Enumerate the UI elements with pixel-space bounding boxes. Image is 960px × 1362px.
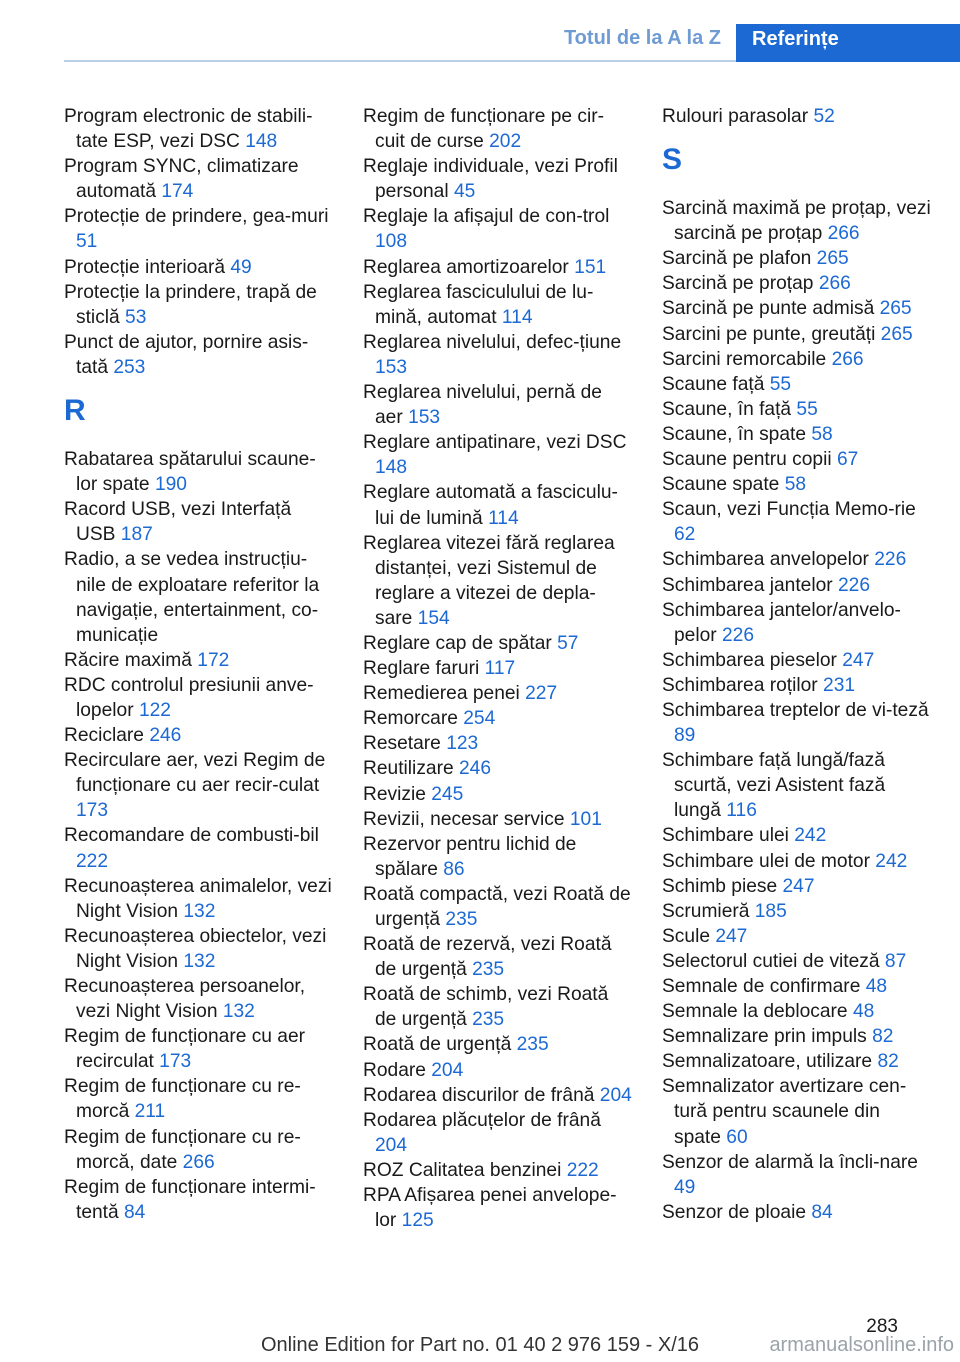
page-reference-link[interactable]: 235 [472,1009,505,1031]
page-reference-link[interactable]: 204 [375,1134,408,1156]
page-reference-link[interactable]: 235 [472,959,505,981]
page-reference-link[interactable]: 84 [811,1201,833,1223]
page-reference-link[interactable]: 242 [875,850,908,872]
index-entry [64,874,334,924]
page-reference-link[interactable]: 114 [501,306,533,328]
index-entry [662,347,932,372]
index-entry [662,322,932,347]
index-entry-text: Semnalizare prin impuls [662,1026,873,1048]
page-reference-link[interactable]: 55 [769,373,792,395]
page-reference-link[interactable]: 62 [674,524,696,546]
page-reference-link[interactable]: 266 [831,348,864,370]
page-reference-link[interactable]: 132 [183,950,216,972]
page-reference-link[interactable]: 190 [154,474,187,496]
index-entry-text: Răcire maximă [64,649,198,671]
page-reference-link[interactable]: 226 [874,549,907,571]
index-entry-text: Recunoașterea obiectelor, vezi Night Vision [64,925,327,972]
index-entry-text: Sarcină pe proțap [662,273,819,295]
index-entry-text: Schimbare ulei [662,825,795,847]
page-reference-link[interactable]: 265 [879,298,912,320]
page-reference-link[interactable]: 108 [375,231,408,253]
index-entry [662,748,932,823]
page-reference-link[interactable]: 265 [816,248,849,270]
page-reference-link[interactable]: 253 [113,356,146,378]
index-entry [64,974,334,1024]
index-entry-text: Senzor de ploaie [662,1201,812,1223]
index-entry [662,899,932,924]
index-entry-text: Schimbarea roților [662,674,824,696]
index-entry [662,547,932,572]
index-entry-text: RDC controlul presiunii anve‐lopelor [64,674,314,721]
page-reference-link[interactable]: 246 [458,758,491,780]
index-column-3 [662,104,932,1225]
page-reference-link[interactable]: 174 [161,181,194,203]
index-entry [64,447,334,497]
index-entry-text: Schimbarea anvelopelor [662,549,875,571]
index-entry [363,531,633,631]
index-entry [662,1200,932,1225]
page-reference-link[interactable]: 172 [197,649,230,671]
index-entry [363,330,633,380]
index-entry [662,497,932,547]
index-entry [662,472,932,497]
page-reference-link[interactable]: 125 [401,1210,434,1232]
page-reference-link[interactable]: 247 [782,875,815,897]
index-entry [662,648,932,673]
index-entry-text: Resetare [363,733,447,755]
page-reference-link[interactable]: 114 [488,507,519,529]
index-entry [64,1125,334,1175]
footer-edition: Online Edition for Part no. 01 40 2 976 159 - X/16 [260,1334,700,1356]
index-entry [662,422,932,447]
index-entry-text: Protecție interioară [64,256,231,278]
page-header [0,0,960,62]
tab-references-label: Referințe [752,28,839,50]
index-entry [662,296,932,321]
index-entry-text: Reglarea nivelului, pernă de aer [363,382,602,429]
page-reference-link[interactable]: 153 [375,356,408,378]
page-reference-link[interactable]: 173 [159,1051,192,1073]
index-entry-text: Reutilizare [363,758,459,780]
index-entry [363,255,633,280]
page-reference-link[interactable]: 132 [183,900,216,922]
page-reference-link[interactable]: 87 [884,950,907,972]
index-entry-text: Regim de funcționare cu re‐morcă [64,1076,301,1123]
page-reference-link[interactable]: 58 [784,474,807,496]
page-reference-link[interactable]: 132 [222,1001,255,1023]
index-entry [64,497,334,547]
index-entry-text: Roată de urgență [363,1034,517,1056]
index-entry-text: Rezervor pentru lichid de spălare [363,833,577,880]
index-entry-text: RPA Afișarea penei anvelope‐lor [363,1185,617,1232]
page-reference-link[interactable]: 123 [446,733,479,755]
watermark: armanualsonline.info [769,1334,954,1356]
tab-references[interactable] [736,24,960,62]
index-entry [363,380,633,430]
index-entry [64,330,334,380]
index-entry-text: Racord USB, vezi Interfață USB [64,499,292,546]
page-reference-link[interactable]: 235 [516,1034,549,1056]
index-entry-text: Reglare cap de spătar [363,632,558,654]
index-entry [662,447,932,472]
index-entry [363,731,633,756]
index-entry-text: Program SYNC, climatizare automată [64,156,299,203]
page-reference-link[interactable]: 52 [813,106,835,127]
index-entry [662,1024,932,1049]
index-entry-text: Selectorul cutiei de viteză [662,950,885,972]
index-entry-text: Sarcină pe plafon [662,248,817,270]
index-entry-text: Recunoașterea persoanelor, vezi Night Vision [64,976,306,1023]
index-entry [64,255,334,280]
index-entry [363,1158,633,1183]
page-reference-link[interactable]: 266 [182,1151,215,1173]
page-reference-link[interactable]: 82 [877,1051,899,1073]
page-reference-link[interactable]: 245 [431,783,464,805]
index-entry [363,480,633,530]
index-entry [662,1150,932,1200]
index-entry-text: Scaune spate [662,474,785,496]
index-entry-text: Schimbarea jantelor/anvelo‐pelor [662,599,901,646]
index-entry-text: Protecție la prindere, trapă de sticlă [64,281,317,328]
index-entry [662,849,932,874]
index-entry [363,932,633,982]
index-entry-text: Regim de funcționare cu aer recirculat [64,1026,306,1073]
index-entry-text: Recirculare aer, vezi Regim de funcționare cu aer recir‐culat [64,750,326,797]
index-entry-text: Schimbarea pieselor [662,649,843,671]
page-reference-link[interactable]: 57 [557,632,579,654]
index-entry [363,681,633,706]
index-entry-text: Roată compactă, vezi Roată de urgență [363,883,631,930]
index-entry [363,782,633,807]
index-entry-text: Remedierea penei [363,683,526,705]
index-entry-text: Semnale de confirmare [662,976,866,997]
index-entry-text: Schimbare față lungă/fază scurtă, vezi Asistent fază lungă [662,750,886,822]
index-entry-text: ROZ Calitatea benzinei [363,1159,567,1181]
index-entry [363,807,633,832]
page-reference-link[interactable]: 231 [823,674,856,696]
page-reference-link[interactable]: 151 [574,256,607,278]
index-entry [363,756,633,781]
index-entry [662,104,932,129]
index-entry [662,974,932,999]
index-entry [662,924,932,949]
index-entry [64,547,334,647]
index-entry [662,271,932,296]
index-entry-text: Semnalizator avertizare cen‐tură pentru scaunele din spate [662,1076,907,1148]
index-entry [363,706,633,731]
index-entry-text: Reglaje la afișajul de con‐trol [363,206,610,228]
index-entry [662,598,932,648]
index-entry [662,874,932,899]
index-entry-text: Remorcare [363,708,464,730]
page-reference-link[interactable]: 204 [599,1084,632,1106]
section-title[interactable]: Totul de la A la Z [563,27,721,49]
page-reference-link[interactable]: 58 [811,423,833,445]
page-reference-link[interactable]: 55 [796,398,818,420]
index-entry-text: Program electronic de stabili‐tate ESP, vezi DSC [64,106,313,153]
page-reference-link[interactable]: 222 [566,1159,599,1181]
page-reference-link[interactable]: 254 [463,708,496,730]
index-entry-text: Recunoașterea animalelor, vezi Night Vision [64,875,332,922]
index-entry-text: Punct de ajutor, pornire asis‐tată [64,331,309,378]
page-reference-link[interactable]: 116 [726,800,757,822]
index-entry [363,1183,633,1233]
index-entry-text: Revizii, necesar service [363,808,570,830]
index-entry [64,280,334,330]
index-entry [662,246,932,271]
index-entry [363,631,633,656]
index-entry [662,673,932,698]
page-reference-link[interactable]: 49 [674,1176,696,1198]
page-reference-link[interactable]: 84 [124,1201,146,1223]
index-entry [662,196,932,246]
index-entry [662,698,932,748]
page-reference-link[interactable]: 67 [836,449,859,471]
index-letter-heading: R [64,394,86,428]
page-reference-link[interactable]: 211 [134,1101,166,1123]
index-entry-text: Reglaje individuale, vezi Profil personal [363,156,618,203]
index-entry [363,430,633,480]
index-entry [64,723,334,748]
index-entry [662,823,932,848]
index-entry [363,280,633,330]
index-entry-text: Recomandare de combusti‐bil [64,825,319,847]
index-entry-text: Scaune față [662,373,770,395]
page-reference-link[interactable]: 117 [484,658,516,680]
page-reference-link[interactable]: 86 [443,858,465,880]
page-reference-link[interactable]: 49 [230,256,252,278]
index-entry [363,882,633,932]
page-reference-link[interactable]: 187 [120,524,153,546]
index-entry-text: Reglare automată a fasciculu‐lui de lumină [363,482,618,529]
index-entry [363,982,633,1032]
page-reference-link[interactable]: 265 [880,323,913,345]
index-entry [363,154,633,204]
index-entry [363,204,633,254]
index-entry [662,372,932,397]
index-entry [64,673,334,723]
index-entry-text: Schimbare ulei de motor [662,850,876,872]
page-reference-link[interactable]: 173 [76,800,109,822]
index-entry-text: Semnalizatoare, utilizare [662,1051,878,1073]
index-entry-text: Regim de funcționare pe cir‐cuit de curse [363,106,605,153]
index-entry-text: Rodarea plăcuțelor de frână [363,1109,601,1131]
index-entry-text: Reglare antipatinare, vezi DSC [363,432,627,454]
index-entry [64,823,334,873]
index-entry [662,1049,932,1074]
index-entry-text: Revizie [363,783,432,805]
index-entry-text: Scaune, în față [662,398,797,420]
index-entry-text: Rulouri parasolar [662,106,814,127]
index-entry-text: Senzor de alarmă la încli‐nare [662,1151,918,1173]
index-entry-text: Schimbarea treptelor de vi‐teză [662,699,929,721]
page-reference-link[interactable]: 185 [754,900,787,922]
page-reference-link[interactable]: 235 [445,909,478,930]
index-entry-text: Regim de funcționare cu re‐morcă, date [64,1126,301,1173]
index-entry-text: Roată de rezervă, vezi Roată de urgență [363,934,612,981]
index-entry-text: Reglare faruri [363,658,485,680]
page-reference-link[interactable]: 266 [827,223,860,245]
index-entry [363,1032,633,1057]
index-entry-text: Scrumieră [662,900,755,922]
index-entry-text: Sarcină pe punte admisă [662,298,880,320]
page-reference-link[interactable]: 202 [489,131,522,153]
page-reference-link[interactable]: 122 [138,699,171,721]
page-reference-link[interactable]: 48 [852,1001,875,1023]
index-entry-text: Regim de funcționare intermi‐tentă [64,1176,316,1223]
page-reference-link[interactable]: 247 [842,649,875,671]
page-reference-link[interactable]: 60 [726,1126,748,1148]
index-entry-text: Rabatarea spătarului scaune‐lor spate [64,449,316,496]
index-entry-text: Sarcină maximă pe proțap, vezi sarcină pe proțap [662,198,931,245]
page-reference-link[interactable]: 246 [149,725,182,747]
index-entry [64,748,334,823]
index-entry [64,924,334,974]
index-entry [363,1058,633,1083]
page-reference-link[interactable]: 226 [837,574,870,596]
index-entry [363,832,633,882]
index-letter-heading: S [662,143,683,177]
index-entry-text: Scaune, în spate [662,423,812,445]
index-entry-text: Sarcini pe punte, greutăți [662,323,881,345]
index-entry-text: Reglarea vitezei fără reglarea distanței, vezi Sistemul de reglare a vitezei de depla‐sare [363,532,615,629]
index-entry [662,1074,932,1149]
page-reference-link[interactable]: 154 [417,607,450,629]
page-reference-link[interactable]: 222 [76,850,109,872]
index-entry [64,204,334,254]
index-entry [662,573,932,598]
index-entry-text: Roată de schimb, vezi Roată de urgență [363,984,609,1031]
index-entry [662,999,932,1024]
index-entry-text: Reglarea amortizoarelor [363,256,575,278]
index-entry-text: Sarcini remorcabile [662,348,832,370]
index-entry [662,397,932,422]
index-entry-text: Semnale la deblocare [662,1001,853,1023]
index-entry [363,1083,633,1108]
page-reference-link[interactable]: 51 [76,231,98,253]
index-entry-text: Rodare [363,1059,432,1081]
page-reference-link[interactable]: 247 [715,925,748,947]
index-entry-text: Reciclare [64,725,150,747]
index-entry [64,648,334,673]
page-reference-link[interactable]: 101 [569,808,602,830]
index-entry [662,949,932,974]
index-entry-text: Protecție de prindere, gea‐muri [64,206,329,228]
index-entry [64,1175,334,1225]
index-entry [64,104,334,154]
page-reference-link[interactable]: 153 [408,407,441,429]
index-entry-text: Radio, a se vedea instrucțiu‐nile de exploatare referitor la navigație, entertainment, co‐municație [64,549,320,646]
index-entry-text: Schimbarea jantelor [662,574,838,596]
page-reference-link[interactable]: 226 [722,624,755,646]
index-entry-text: Scule [662,925,716,947]
index-entry [64,1074,334,1124]
index-entry [64,154,334,204]
index-entry-text: Reglarea fasciculului de lu‐mină, automat [363,281,594,328]
page-reference-link[interactable]: 266 [818,273,851,295]
page-reference-link[interactable]: 45 [453,181,476,203]
page-reference-link[interactable]: 148 [375,457,408,479]
index-entry-text: Scaun, vezi Funcția Memo‐rie [662,499,916,521]
index-entry-text: Rodarea discurilor de frână [363,1084,600,1106]
page-reference-link[interactable]: 53 [125,306,147,328]
page-number: 283 [866,1316,898,1337]
index-entry [363,656,633,681]
index-column-2 [363,104,633,1233]
index-entry [363,104,633,154]
page-reference-link[interactable]: 82 [872,1026,894,1048]
page-reference-link[interactable]: 89 [674,725,696,747]
index-entry-text: Schimb piese [662,875,783,897]
page-reference-link[interactable]: 148 [245,131,278,153]
index-entry-text: Reglarea nivelului, defec‐țiune [363,331,622,353]
page-reference-link[interactable]: 227 [525,683,558,705]
page-reference-link[interactable]: 48 [865,976,888,997]
index-column-1 [64,104,334,1225]
page-reference-link[interactable]: 204 [431,1059,464,1081]
index-entry [363,1108,633,1158]
index-entry-text: Scaune pentru copii [662,449,837,471]
index-entry [64,1024,334,1074]
page-reference-link[interactable]: 242 [794,825,827,847]
